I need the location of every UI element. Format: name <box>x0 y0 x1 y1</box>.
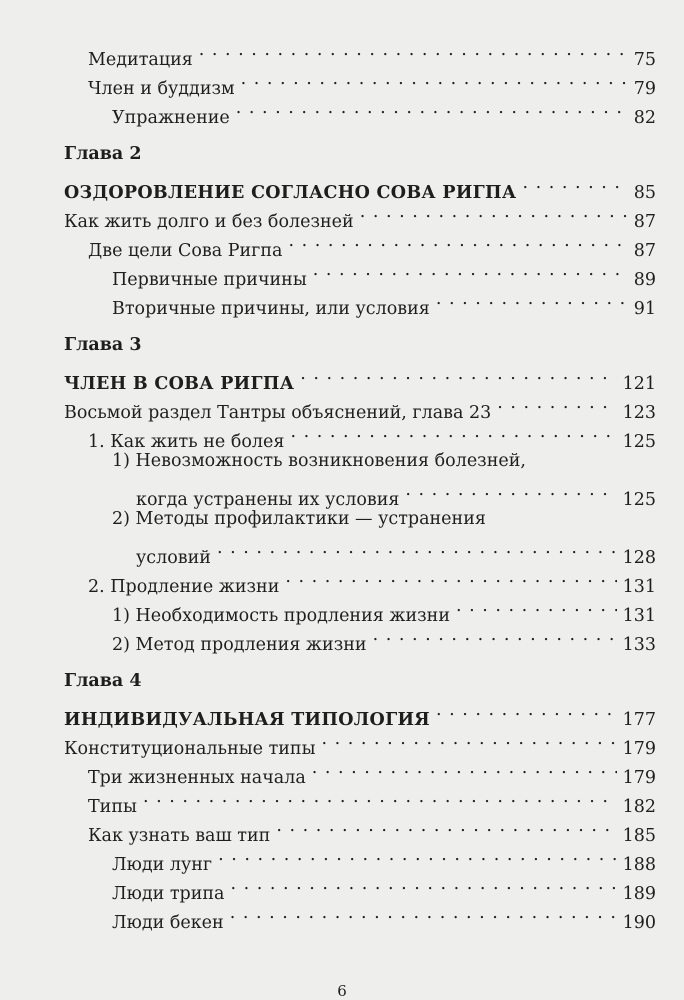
leader-dots <box>285 563 616 592</box>
toc-entry-title: когда устранены их условия <box>136 490 400 510</box>
toc-entry-page: 131 <box>622 606 656 626</box>
table-of-contents <box>64 36 656 933</box>
leader-dots <box>241 65 628 94</box>
page-number: 6 <box>337 982 347 1000</box>
toc-entry-page: 179 <box>622 768 656 788</box>
toc-entry-page: 75 <box>633 50 656 70</box>
leader-dots <box>322 725 617 754</box>
toc-entry-page: 177 <box>622 710 656 730</box>
leader-dots <box>288 227 627 256</box>
toc-entry-title: Вторичные причины, или условия <box>112 299 430 319</box>
toc-entry <box>64 812 656 846</box>
toc-entry-page: 82 <box>633 108 656 128</box>
chapter-title: ИНДИВИДУАЛЬНАЯ ТИПОЛОГИЯ <box>64 710 431 730</box>
toc-entry-page: 179 <box>622 739 656 759</box>
leader-dots <box>300 360 616 389</box>
leader-dots <box>497 389 616 418</box>
chapter-title: ОЗДОРОВЛЕНИЕ СОГЛАСНО СОВА РИГПА <box>64 183 517 203</box>
toc-entry-page: 121 <box>622 374 656 394</box>
toc-entry-page: 133 <box>622 635 656 655</box>
toc-entry-title: 1. Как жить не болея <box>88 432 285 452</box>
chapter-title-entry <box>64 169 656 203</box>
leader-dots <box>312 754 617 783</box>
toc-entry-page: 79 <box>633 79 656 99</box>
toc-entry-title: Две цели Сова Ригпа <box>88 241 283 261</box>
toc-entry-page: 89 <box>633 270 656 290</box>
leader-dots <box>236 94 628 123</box>
toc-entry-title: Член и буддизм <box>88 79 235 99</box>
toc-entry-title: Первичные причины <box>112 270 307 290</box>
toc-entry-title: Восьмой раздел Тантры объяснений, глава 23 <box>64 403 492 423</box>
toc-entry <box>64 783 656 817</box>
toc-entry-title: Люди бекен <box>112 913 224 933</box>
toc-entry-title: Три жизненных начала <box>88 768 306 788</box>
chapter-title: ЧЛЕН В СОВА РИГПА <box>64 374 295 394</box>
chapter-label: Глава 3 <box>64 335 142 355</box>
chapter-title-entry <box>64 360 656 394</box>
toc-entry-page: 182 <box>622 797 656 817</box>
toc-entry-page: 125 <box>622 490 656 510</box>
leader-dots <box>360 198 628 227</box>
toc-entry-title: Люди трипа <box>112 884 225 904</box>
toc-entry-title: Конституциональные типы <box>64 739 316 759</box>
toc-entry-title: 2) Метод продления жизни <box>112 635 367 655</box>
toc-entry-title: Как узнать ваш тип <box>88 826 271 846</box>
leader-dots <box>199 36 628 65</box>
toc-entry-page: 125 <box>622 432 656 452</box>
toc-entry-page: 87 <box>633 241 656 261</box>
leader-dots <box>231 870 617 899</box>
leader-dots <box>276 812 616 841</box>
leader-dots <box>436 285 628 314</box>
toc-entry-page: 188 <box>622 855 656 875</box>
leader-dots <box>230 899 617 928</box>
toc-entry-title: Люди лунг <box>112 855 213 875</box>
toc-entry-title: Упражнение <box>112 108 230 128</box>
leader-dots <box>218 841 617 870</box>
chapter-title-entry <box>64 696 656 730</box>
toc-entry-line1: 1) Невозможность возникновения болезней, <box>112 451 526 471</box>
toc-entry <box>64 476 656 510</box>
toc-entry-title: Типы <box>88 797 137 817</box>
leader-dots <box>522 169 627 198</box>
leader-dots <box>436 696 617 725</box>
leader-dots <box>143 783 617 812</box>
toc-entry-page: 91 <box>633 299 656 319</box>
leader-dots <box>456 592 617 621</box>
leader-dots <box>290 418 616 447</box>
toc-entry-page: 131 <box>622 577 656 597</box>
toc-entry-page: 189 <box>622 884 656 904</box>
toc-entry-page: 185 <box>622 826 656 846</box>
toc-entry <box>64 36 656 70</box>
toc-entry-page: 87 <box>633 212 656 232</box>
toc-entry-title: Медитация <box>88 50 193 70</box>
chapter-label: Глава 2 <box>64 144 142 164</box>
toc-entry-title: 2. Продление жизни <box>88 577 280 597</box>
toc-entry-title: 1) Необходимость продления жизни <box>112 606 450 626</box>
chapter-label: Глава 4 <box>64 671 142 691</box>
leader-dots <box>405 476 616 505</box>
leader-dots <box>313 256 628 285</box>
toc-entry-page: 128 <box>622 548 656 568</box>
toc-entry-title: условий <box>136 548 211 568</box>
toc-entry <box>64 534 656 568</box>
toc-entry-page: 123 <box>622 403 656 423</box>
toc-entry-page: 85 <box>633 183 656 203</box>
leader-dots <box>217 534 617 563</box>
leader-dots <box>373 621 617 650</box>
toc-entry-line1: 2) Методы профилактики — устранения <box>112 509 486 529</box>
toc-entry-title: Как жить долго и без болезней <box>64 212 354 232</box>
toc-entry-page: 190 <box>622 913 656 933</box>
